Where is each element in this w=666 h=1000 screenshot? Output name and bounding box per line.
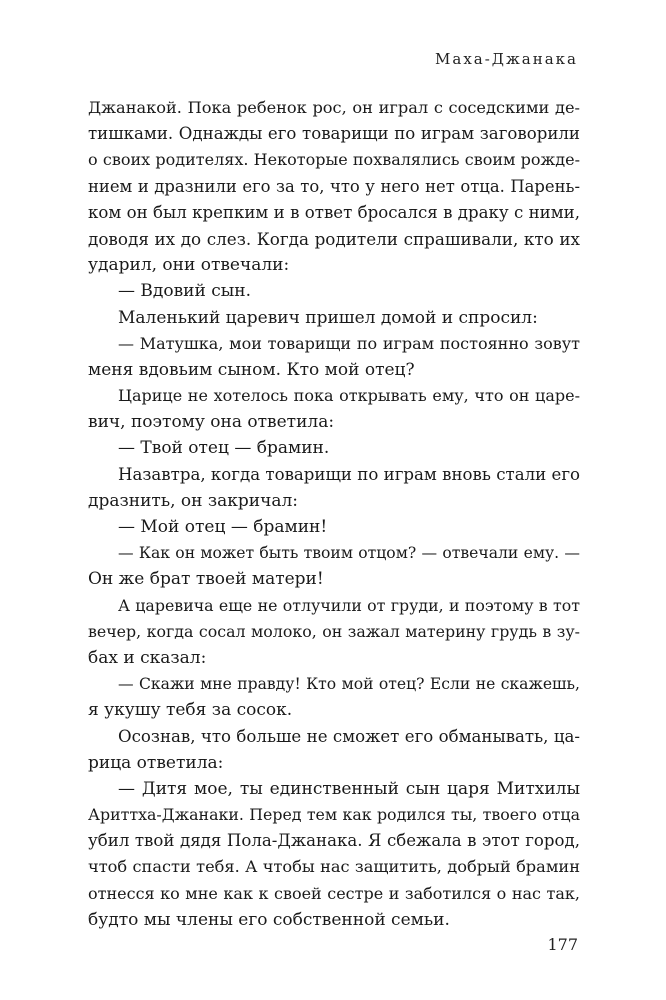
text-line: — Как он может быть твоим отцом? — отвечали ему. — <box>118 544 580 563</box>
text-line: доводя их до слез. Когда родители спрашивали, кто их <box>88 228 580 249</box>
text-line: Маленький царевич пришел домой и спросил: <box>118 307 538 328</box>
text-line: рица ответила: <box>88 752 224 773</box>
running-head: Маха-Джанака <box>435 50 578 68</box>
text-line: — Твой отец — брамин. <box>118 438 330 459</box>
text-line: — Матушка, мои товарищи по играм постоянно зовут <box>118 333 580 353</box>
text-line: дразнить, он закричал: <box>88 490 299 511</box>
text-line: вечер, когда сосал молоко, он зажал материну грудь в зу- <box>88 621 580 641</box>
text-line: нием и дразнили его за то, что у него нет отца. Парень- <box>88 176 580 196</box>
text-line: отнесся ко мне как к своей сестре и заботился о нас так, <box>88 883 580 903</box>
text-line: ком он был крепким и в ответ бросался в драку с ними, <box>88 202 580 222</box>
text-line: о своих родителях. Некоторые похвалялись своим рожде- <box>88 150 580 170</box>
text-line: — Мой отец — брамин! <box>118 517 328 537</box>
text-line: Джанакой. Пока ребенок рос, он играл с соседскими де- <box>88 98 580 117</box>
text-line: меня вдовьим сыном. Кто мой отец? <box>88 359 415 380</box>
text-line: ударил, они отвечали: <box>88 255 290 276</box>
text-line: бах и сказал: <box>88 647 207 668</box>
text-line: чтоб спасти тебя. А чтобы нас защитить, добрый брамин <box>88 857 580 877</box>
text-line: тишками. Однажды его товарищи по играм заговорили <box>88 124 580 144</box>
text-line: — Дитя мое, ты единственный сын царя Митхилы <box>118 778 580 799</box>
text-line: Он же брат твоей матери! <box>88 569 324 590</box>
text-line: Назавтра, когда товарищи по играм вновь стали его <box>118 464 580 484</box>
text-line: — Вдовий сын. <box>118 281 252 302</box>
text-line: — Скажи мне правду! Кто мой отец? Если не скажешь, <box>118 675 580 694</box>
text-line: Ариттха-Джанаки. Перед тем как родился ты, твоего отца <box>88 805 580 825</box>
text-line: будто мы члены его собственной семьи. <box>88 909 450 930</box>
text-line: вич, поэтому она ответила: <box>88 412 335 433</box>
text-line: А царевича еще не отлучили от груди, и поэтому в тот <box>118 595 580 615</box>
page-number: 177 <box>547 935 578 954</box>
text-line: Осознав, что больше не сможет его обманывать, ца- <box>118 726 580 746</box>
text-line: Царице не хотелось пока открывать ему, что он царе- <box>118 386 580 406</box>
text-line: убил твой дядя Пола-Джанака. Я сбежала в этот город, <box>88 831 580 851</box>
body-text <box>88 95 580 933</box>
text-line: я укушу тебя за сосок. <box>88 700 293 721</box>
